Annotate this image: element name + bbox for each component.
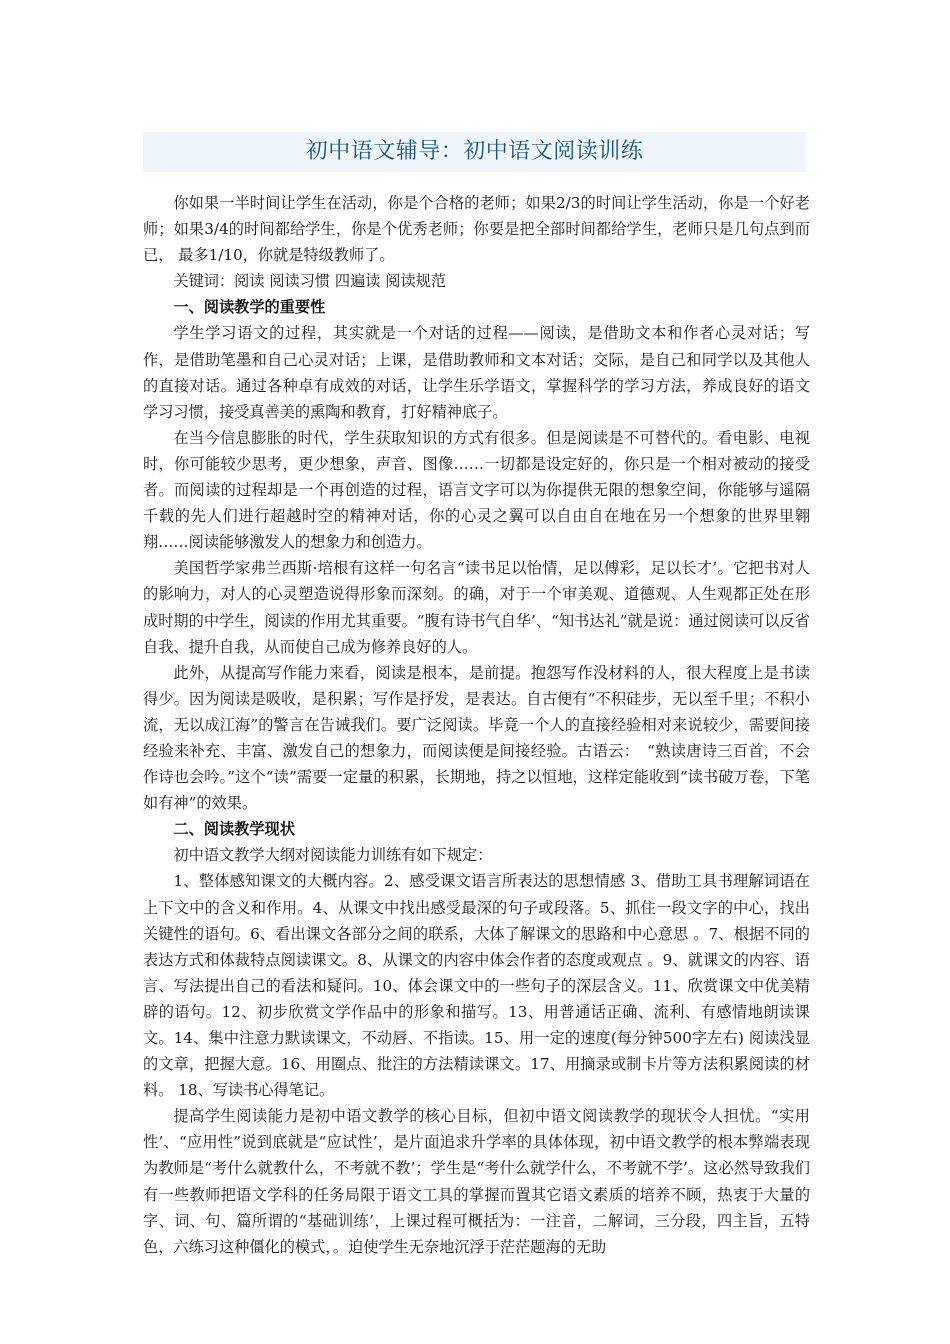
intro-paragraph: 你如果一半时间让学生在活动，你是个合格的老师；如果2/3的时间让学生活动，你是一个好老师；如果3/4的时间都给学生，你是个优秀老师；你要是把全部时间都给学生，老师只是几句点到而已， 最多1/10，你就是特级教师了。	[143, 194, 810, 265]
document-body	[143, 190, 810, 1260]
section-2-paragraph: 提高学生阅读能力是初中语文教学的核心目标，但初中语文阅读教学的现状令人担忧。“实用性’、“应用性”说到底就是“应试性’，是片面追求升学率的具体体现，初中语文教学的根本弊端表现为教师是“考什么就教什么，不考就不教’；学生是“考什么就学什么，不考就不学’。这必然导致我们有一些教师把语文学科的任务局限于语文工具的掌握而置其它语文素质的培养不顾，热衷于大量的字、词、句、篇所谓的“基础训练’，上课过程可概括为：一注音，二解词，三分段，四主旨，五特色，六练习这种僵化的模式，。迫使学生无奈地沉浮于茫茫题海的无助	[143, 1107, 810, 1256]
section-1-heading: 一、阅读教学的重要性	[173, 298, 326, 317]
section-1-paragraph: 在当今信息膨胀的时代，学生获取知识的方式有很多。但是阅读是不可替代的。看电影、电视时，你可能较少思考，更少想象，声音、图像……一切都是设定好的，你只是一个相对被动的接受者。而阅读的过程却是一个再创造的过程，语言文字可以为你提供无限的想象空间，你能够与遥隔千载的先人们进行超越时空的精神对话，你的心灵之翼可以自由自在地在另一个想象的世界里翱翔……阅读能够激发人的想象力和创造力。	[143, 428, 810, 552]
section-2-paragraph: 初中语文教学大纲对阅读能力训练有如下规定：	[173, 846, 493, 865]
section-1-paragraph: 美国哲学家弗兰西斯·培根有这样一句名言“读书足以怡情，足以傅彩，足以长才’。它把书对人的影响力，对人的心灵塑造说得形象而深刻。的确，对于一个审美观、道德观、人生观都正处在形成时期的中学生，阅读的作用尤其重要。“腹有诗书气自华’、“知书达礼”就是说：通过阅读可以反省自我、提升自我，从而使自己成为修养良好的人。	[143, 559, 810, 656]
section-2-heading: 二、阅读教学现状	[173, 820, 295, 839]
section-1-paragraph: 此外，从提高写作能力来看，阅读是根本，是前提。抱怨写作没材料的人，很大程度上是书读得少。因为阅读是吸收，是积累；写作是抒发，是表达。自古便有“不积硅步，无以至千里；不积小流，无以成江海”的警言在告诫我们。要广泛阅读。毕竟一个人的直接经验相对来说较少，需要间接经验来补充、丰富、激发自己的想象力，而阅读便是间接经验。古语云： “熟读唐诗三百首，不会作诗也会吟。”这个“读”需要一定量的积累，长期地，持之以恒地，这样定能收到“读书破万卷，下笔如有神”的效果。	[143, 663, 810, 813]
keywords-line: 关键词：阅读 阅读习惯 四遍读 阅读规范	[173, 272, 447, 291]
section-1-paragraph: 学生学习语文的过程，其实就是一个对话的过程——阅读，是借助文本和作者心灵对话；写作，是借助笔墨和自己心灵对话；上课，是借助教师和文本对话；交际，是自己和同学以及其他人的直接对话。通过各种卓有成效的对话，让学生乐学语文，掌握科学的学习方法，养成良好的语文学习习惯，接受真善美的熏陶和教育，打好精神底子。	[143, 324, 810, 421]
section-2-paragraph: 1、整体感知课文的大概内容。2、感受课文语言所表达的思想情感 3、借助工具书理解词语在上下文中的含义和作用。4、从课文中找出感受最深的句子或段落。5、抓住一段文字的中心，找出关键性的语句。6、看出课文各部分之间的联系，大体了解课文的思路和中心意思 。7、根据不同的表达方式和体裁特点阅读课文。8、从课文的内容中体会作者的态度或观点 。9、就课文的内容、语言、写法提出自己的看法和疑问。10、体会课文中的一些句子的深层含义。11、欣赏课文中优美精辟的语句。12、初步欣赏文学作品中的形象和描写。13、用普通话正确、流利、有感情地朗读课文。14、集中注意力默读课文，不动唇、不指读。15、用一定的速度(每分钟500字左右) 阅读浅显的文章，把握大意。16、用圈点、批注的方法精读课文。17、用摘录或制卡片等方法积累阅读的材料。 18、写读书心得笔记。	[143, 872, 810, 1100]
document-title: 初中语文辅导：初中语文阅读训练	[305, 139, 644, 164]
